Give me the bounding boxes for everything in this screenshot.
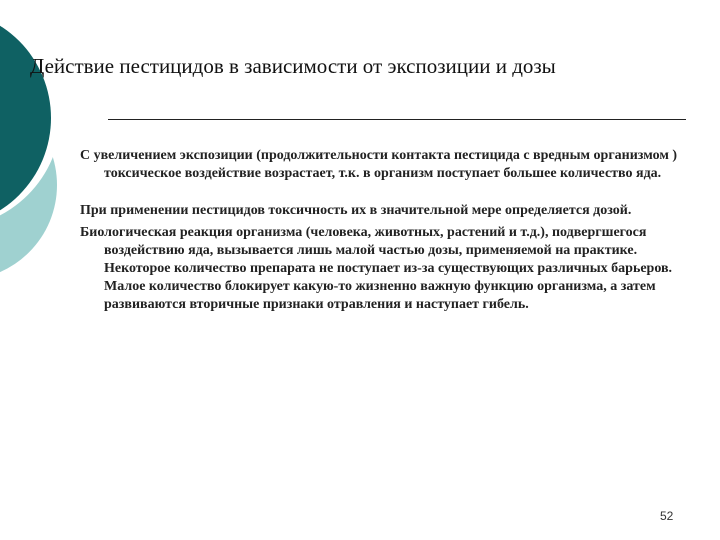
paragraph-biological-reaction: Биологическая реакция организма (человека, животных, растений и т.д.), подвергшегося воздействию яда, вызывается лишь малой частью дозы, применяемой на практике. Некоторое количество препарата не поступает из-за существующих различных барьеров. Малое количество блокирует какую-то жизненно важную функцию организма, а затем развиваются вторичные признаки отравления и наступает гибель. <box>80 225 673 312</box>
paragraph-exposure: С увеличением экспозиции (продолжительности контакта пестицида с вредным организмом ) токсическое воздействие возрастает, т.к. в организм поступает большее количество яда. <box>80 148 678 181</box>
page-number: 52 <box>660 509 674 523</box>
slide-body <box>80 147 700 314</box>
paragraph-dose: При применении пестицидов токсичность их в значительной мере определяется дозой. <box>80 203 632 218</box>
title-divider <box>108 119 686 120</box>
slide-title: Действие пестицидов в зависимости от экспозиции и дозы <box>30 54 556 78</box>
